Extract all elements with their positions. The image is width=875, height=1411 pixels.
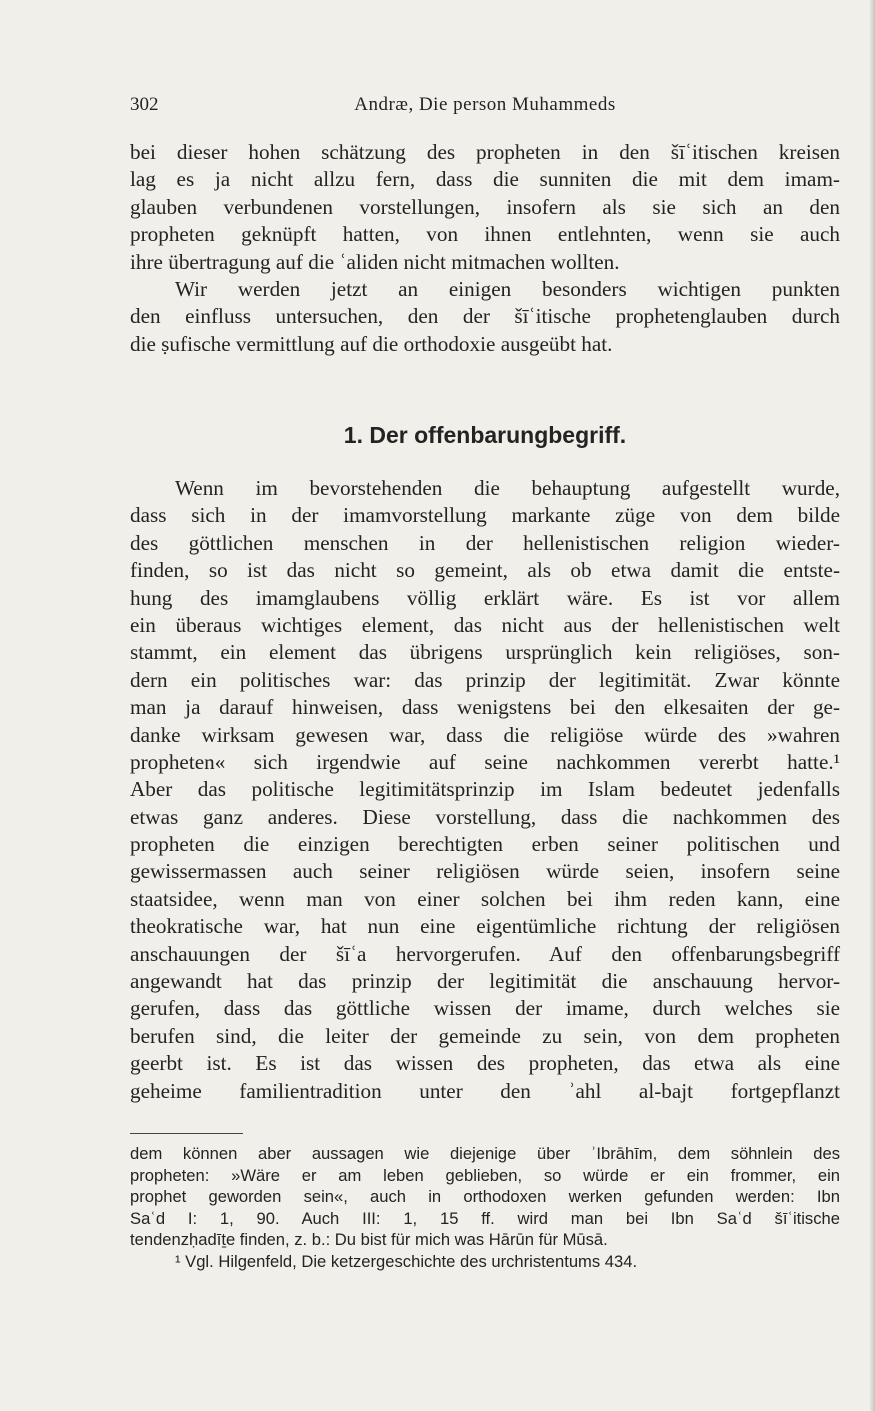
text-line: propheten« sich irgendwie auf seine nachkommen vererbt hatte.¹ <box>130 749 840 774</box>
text-line: propheten geknüpft hatten, von ihnen entlehnten, wenn sie auch <box>130 222 840 247</box>
body-paragraphs-2 <box>130 475 840 1105</box>
text-line: staatsidee, wenn man von einer solchen bei ihm reden kann, eine <box>130 886 840 911</box>
text-line: Wir werden jetzt an einigen besonders wichtigen punkten <box>175 276 840 301</box>
footnote-line: dem können aber aussagen wie diejenige über ʾIbrāhīm, dem söhnlein des <box>130 1144 840 1163</box>
text-line: Aber das politische legitimitätsprinzip im Islam bedeutet jedenfalls <box>130 777 840 802</box>
text-line: des göttlichen menschen in der hellenistischen religion wieder- <box>130 530 840 555</box>
page-header <box>130 94 840 118</box>
text-line: finden, so ist das nicht so gemeint, als ob etwa damit die entste- <box>130 558 840 583</box>
text-line: ein überaus wichtiges element, das nicht aus der hellenistischen welt <box>130 612 840 637</box>
text-line: danke wirksam gewesen war, dass die religiöse würde des »wahren <box>130 722 840 747</box>
footnotes <box>130 1143 840 1273</box>
footnote-line: Saʿd I: 1, 90. Auch III: 1, 15 ff. wird man bei Ibn Saʿd šīʿitische <box>130 1208 840 1228</box>
text-line: anschauungen der šīʿa hervorgerufen. Auf den offenbarungsbegriff <box>130 941 840 966</box>
text-line: dass sich in der imamvorstellung markante züge von dem bilde <box>130 503 840 528</box>
footnote-divider <box>130 1133 243 1134</box>
text-line: berufen sind, die leiter der gemeinde zu sein, von dem propheten <box>130 1023 840 1048</box>
text-line: hung des imamglaubens völlig erklärt wäre. Es ist vor allem <box>130 585 840 610</box>
text-line: etwas ganz anderes. Diese vorstellung, dass die nachkommen des <box>130 804 840 829</box>
text-line: gerufen, dass das göttliche wissen der imame, durch welches sie <box>130 996 840 1021</box>
text-line: gewissermassen auch seiner religiösen würde seien, insofern seine <box>130 859 840 884</box>
text-line: den einfluss untersuchen, den der šīʿitische prophetenglauben durch <box>130 304 840 329</box>
footnote-line: propheten: »Wäre er am leben geblieben, so würde er ein frommer, ein <box>130 1165 840 1185</box>
text-line: lag es ja nicht allzu fern, dass die sunniten die mit dem imam- <box>130 167 840 192</box>
text-line: Wenn im bevorstehenden die behauptung aufgestellt wurde, <box>175 476 840 500</box>
text-line: theokratische war, hat nun eine eigentümliche richtung der religiösen <box>130 914 840 939</box>
running-head: Andræ, Die person Muhammeds <box>354 94 616 115</box>
body-paragraphs-1 <box>130 139 840 358</box>
page-number: 302 <box>130 94 159 115</box>
text-line: dern ein politisches war: das prinzip der legitimität. Zwar könnte <box>130 667 840 692</box>
text-line: ihre übertragung auf die ʿaliden nicht mitmachen wollten. <box>130 249 620 274</box>
text-line: die ṣufische vermittlung auf die orthodoxie ausgeübt hat. <box>130 331 613 356</box>
footnote-line: tendenzḥadīṯe finden, z. b.: Du bist für mich was Hārūn für Mūsā. <box>130 1230 608 1250</box>
text-line: geheime familientradition unter den ʾahl al-bajt fortgepflanzt <box>130 1078 840 1103</box>
footnote-line: ¹ Vgl. Hilgenfeld, Die ketzergeschichte des urchristentums 434. <box>175 1251 638 1271</box>
text-line: geerbt ist. Es ist das wissen des propheten, das etwa als eine <box>130 1051 840 1076</box>
page-edge-shadow <box>869 0 875 1411</box>
text-line: man ja darauf hinweisen, dass wenigstens bei den elkesaiten der ge- <box>130 695 840 720</box>
text-line: glauben verbundenen vorstellungen, insofern als sie sich an den <box>130 194 840 219</box>
text-line: propheten die einzigen berechtigten erben seiner politischen und <box>130 832 840 857</box>
text-line: bei dieser hohen schätzung des propheten in den šīʿitischen kreisen <box>130 140 840 164</box>
footnote-line: prophet geworden sein«, auch in orthodoxen werken gefunden werden: Ibn <box>130 1187 840 1207</box>
text-line: stammt, ein element das übrigens ursprünglich kein religiöses, son- <box>130 640 840 665</box>
text-line: angewandt hat das prinzip der legitimität die anschauung hervor- <box>130 969 840 994</box>
section-title: 1. Der offenbarungbegriff. <box>343 422 627 448</box>
